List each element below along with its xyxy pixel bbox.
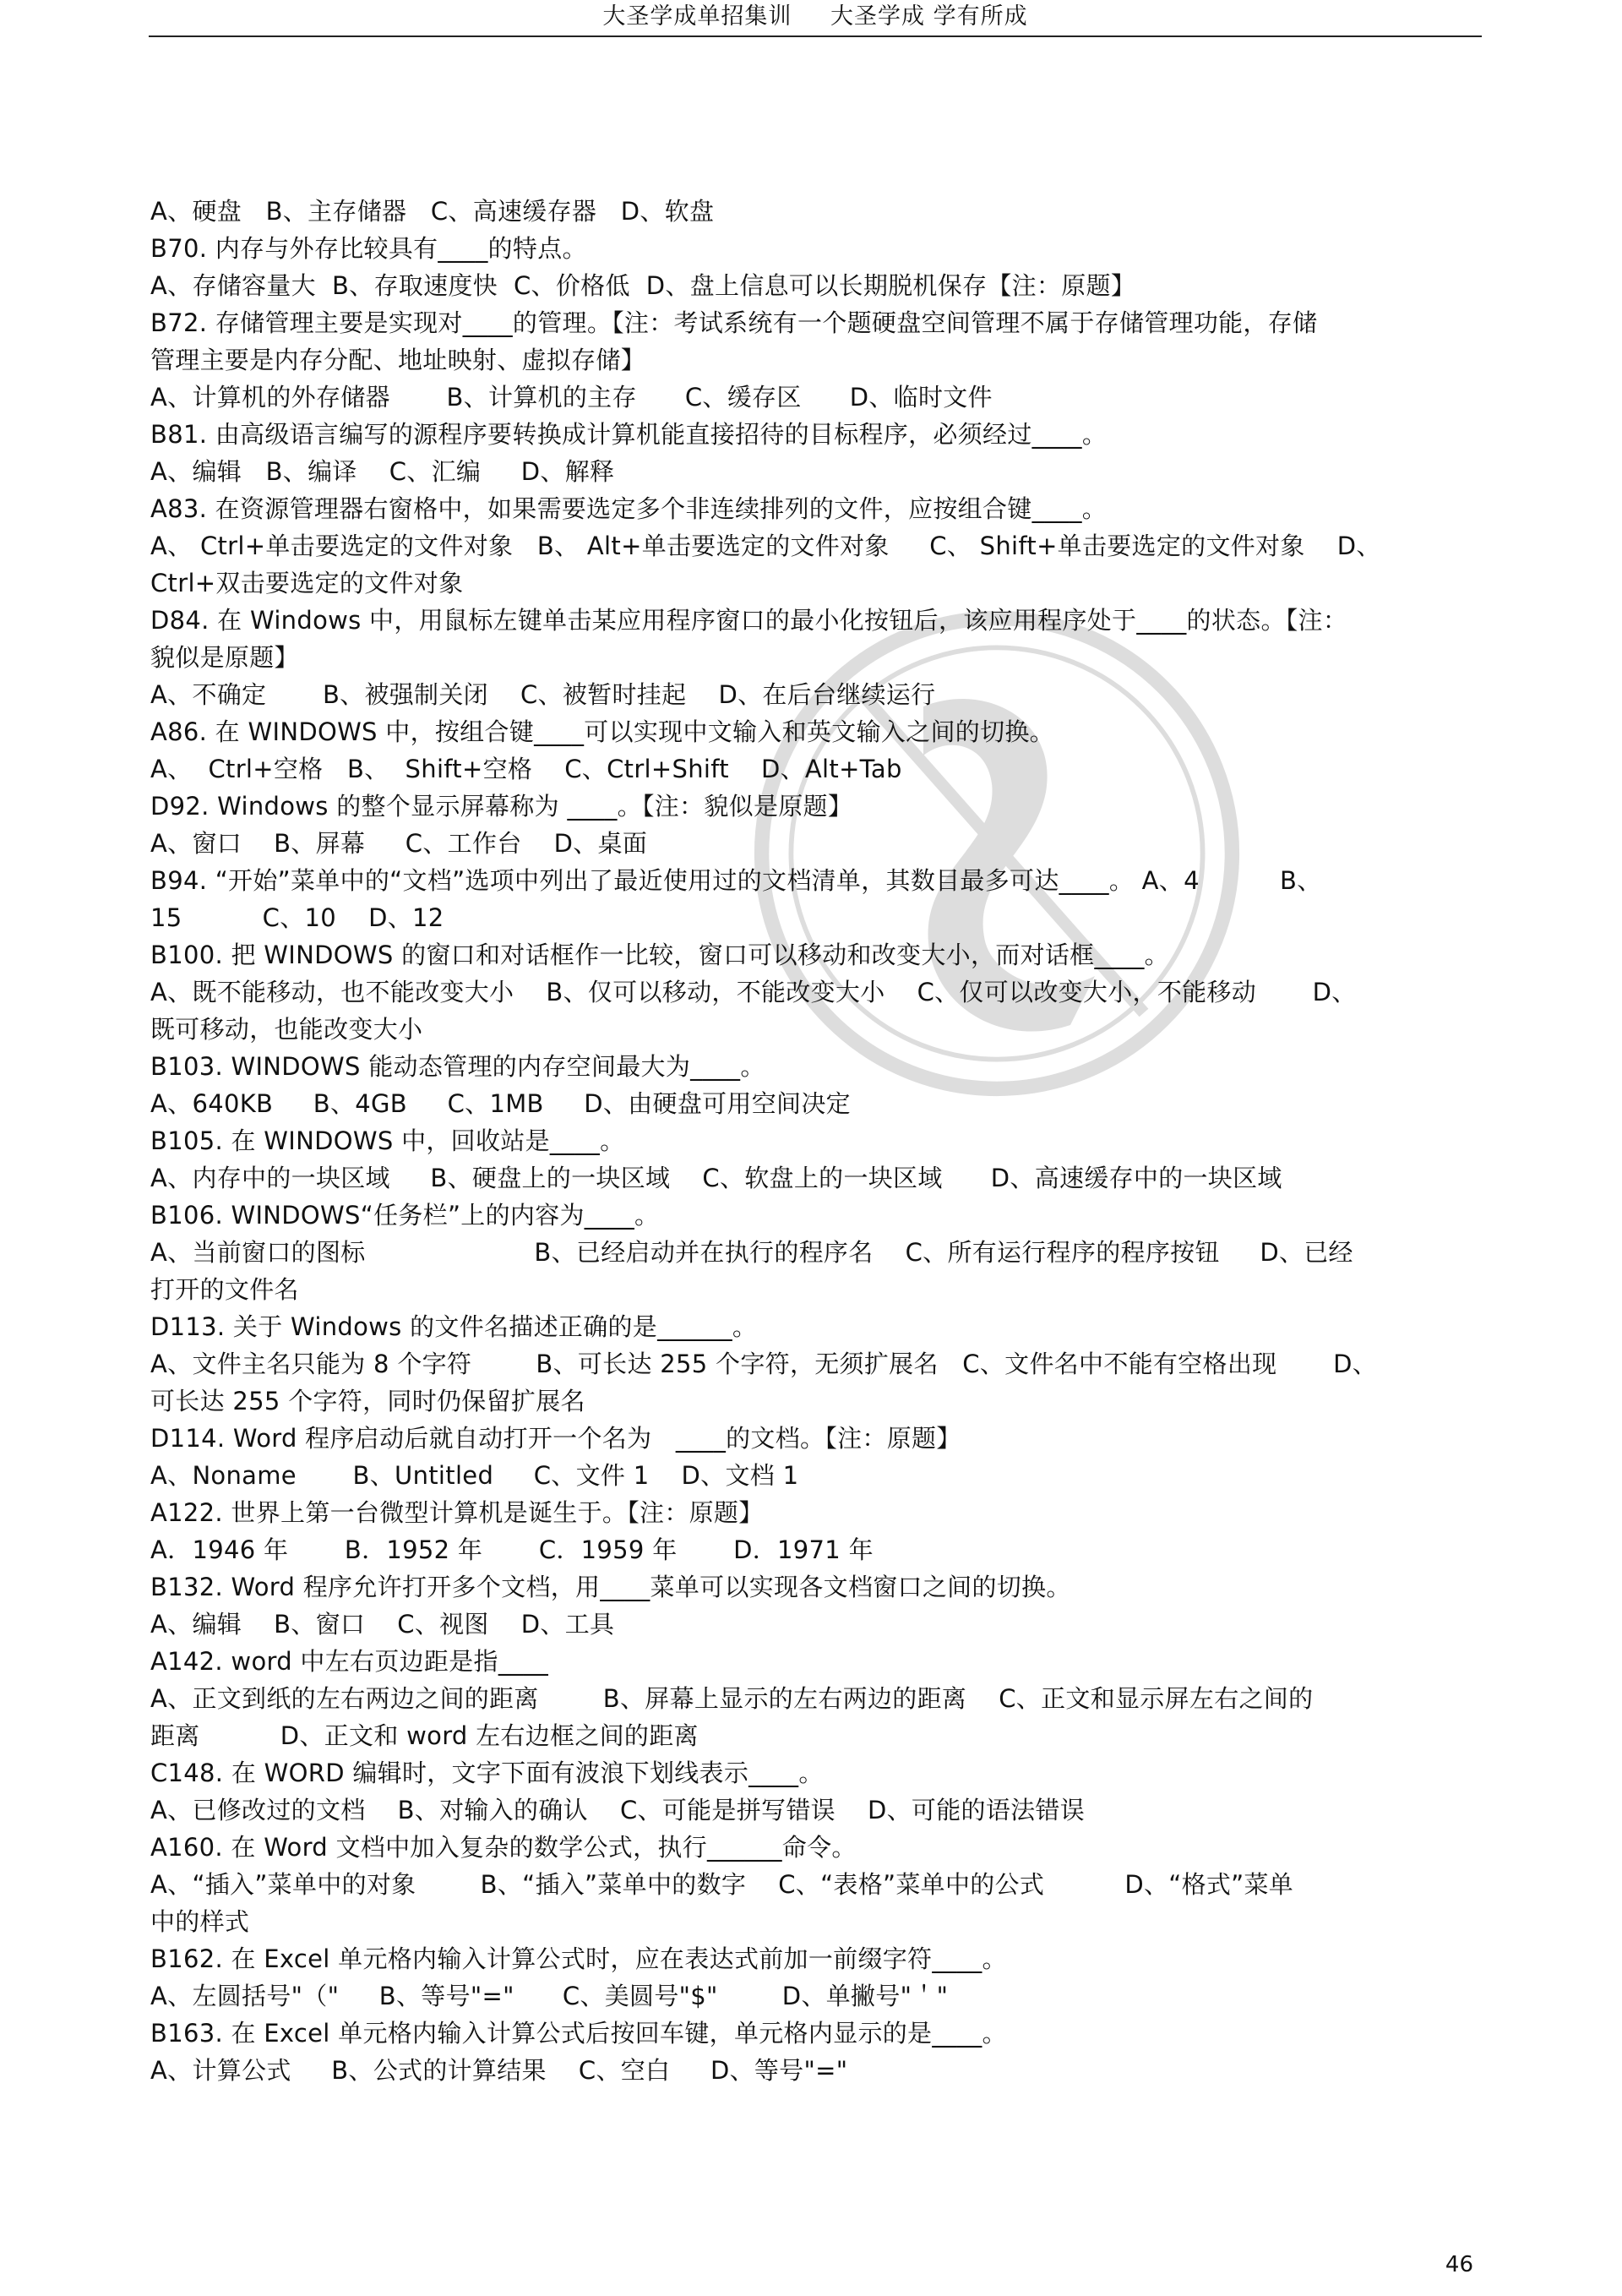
text-line: A、不确定 B、被强制关闭 C、被暂时挂起 D、在后台继续运行 — [150, 680, 936, 709]
text-line: A、Noname B、Untitled C、文件 1 D、文档 1 — [150, 1461, 799, 1490]
header-left-text: 大圣学成单招集训 — [602, 3, 792, 30]
text-line: 中的样式 — [150, 1907, 250, 1936]
text-line: A83. 在资源管理器右窗格中，如果需要选定多个非连续排列的文件，应按组合键____。 — [150, 494, 1108, 523]
page-number: 46 — [1445, 2252, 1473, 2277]
text-line: B163. 在 Excel 单元格内输入计算公式后按回车键，单元格内显示的是____。 — [150, 2019, 1007, 2048]
text-line: A、左圆括号"（" B、等号"=" C、美圆号"$" D、单撇号"＇" — [150, 1982, 949, 2010]
text-line: 距离 D、正文和 word 左右边框之间的距离 — [150, 1721, 699, 1750]
text-line: B162. 在 Excel 单元格内输入计算公式时，应在表达式前加一前缀字符____。 — [150, 1944, 1007, 1973]
text-line: A、已修改过的文档 B、对输入的确认 C、可能是拼写错误 D、可能的语法错误 — [150, 1796, 1086, 1824]
text-line: A、计算公式 B、公式的计算结果 C、空白 D、等号"=" — [150, 2056, 848, 2085]
text-line: A、编辑 B、编译 C、汇编 D、解释 — [150, 457, 615, 486]
text-line: A．1946 年 B．1952 年 C．1959 年 D．1971 年 — [150, 1535, 874, 1564]
text-line: A86. 在 WINDOWS 中，按组合键____可以实现中文输入和英文输入之间的切换。 — [150, 717, 1054, 746]
text-line: A、 Ctrl+空格 B、 Shift+空格 C、Ctrl+Shift D、Alt+Tab — [150, 755, 902, 783]
text-line: A160. 在 Word 文档中加入复杂的数学公式，执行______命令。 — [150, 1833, 857, 1862]
text-line: A、640KB B、4GB C、1MB D、由硬盘可用空间决定 — [150, 1089, 851, 1118]
text-line: B72. 存储管理主要是实现对____的管理。【注：考试系统有一个题硬盘空间管理不属于存储管理功能，存储 — [150, 308, 1318, 337]
text-line: D114. Word 程序启动后就自动打开一个名为 ____的文档。【注：原题】 — [150, 1424, 961, 1453]
text-line: A、文件主名只能为 8 个字符 B、可长达 255 个字符，无须扩展名 C、文件名中不能有空格出现 D、 — [150, 1350, 1378, 1378]
text-line: 管理主要是内存分配、地址映射、虚拟存储】 — [150, 346, 646, 374]
text-line: D92. Windows 的整个显示屏幕称为 ____。【注：貌似是原题】 — [150, 792, 853, 821]
text-line: A142. word 中左右页边距是指____ — [150, 1647, 549, 1676]
text-line: B81. 由高级语言编写的源程序要转换成计算机能直接招待的目标程序，必须经过____。 — [150, 420, 1108, 449]
text-line: C148. 在 WORD 编辑时，文字下面有波浪下划线表示____。 — [150, 1759, 824, 1787]
text-line: A、存储容量大 B、存取速度快 C、价格低 D、盘上信息可以长期脱机保存【注：原题】 — [150, 271, 1136, 300]
text-line: A122. 世界上第一台微型计算机是诞生于。【注：原题】 — [150, 1498, 764, 1527]
text-line: B94. “开始”菜单中的“文档”选项中列出了最近使用过的文档清单，其数目最多可达____。 A、4 B、 — [150, 866, 1322, 895]
text-line: A、编辑 B、窗口 C、视图 D、工具 — [150, 1610, 615, 1639]
page-header — [149, 0, 1482, 37]
text-line: A、既不能移动，也不能改变大小 B、仅可以移动，不能改变大小 C、仅可以改变大小，不能移动 D、 — [150, 978, 1357, 1006]
text-line: 可长达 255 个字符，同时仍保留扩展名 — [150, 1387, 585, 1415]
header-right-text: 大圣学成 学有所成 — [830, 3, 1028, 30]
text-line: B70. 内存与外存比较具有____的特点。 — [150, 234, 587, 263]
question-list — [150, 193, 1477, 2089]
text-line: D113. 关于 Windows 的文件名描述正确的是______。 — [150, 1312, 758, 1341]
text-line: A、窗口 B、屏幕 C、工作台 D、桌面 — [150, 829, 648, 858]
text-line: B132. Word 程序允许打开多个文档，用____菜单可以实现各文档窗口之间的切换。 — [150, 1573, 1071, 1601]
text-line: 既可移动，也能改变大小 — [150, 1015, 423, 1044]
text-line: A、当前窗口的图标 B、已经启动并在执行的程序名 C、所有运行程序的程序按钮 D、已经 — [150, 1238, 1353, 1267]
text-line: A、内存中的一块区域 B、硬盘上的一块区域 C、软盘上的一块区域 D、高速缓存中的一块区域 — [150, 1164, 1282, 1192]
text-line: B103. WINDOWS 能动态管理的内存空间最大为____。 — [150, 1052, 765, 1081]
text-line: A、“插入”菜单中的对象 B、“插入”菜单中的数字 C、“表格”菜单中的公式 D、“格式”菜单 — [150, 1870, 1294, 1899]
text-line: D84. 在 Windows 中，用鼠标左键单击某应用程序窗口的最小化按钮后，该应用程序处于____的状态。【注： — [150, 606, 1348, 635]
text-line: A、 Ctrl+单击要选定的文件对象 B、 Alt+单击要选定的文件对象 C、 Shift+单击要选定的文件对象 D、 — [150, 532, 1381, 560]
text-line: B105. 在 WINDOWS 中，回收站是____。 — [150, 1126, 625, 1155]
text-line: A、计算机的外存储器 B、计算机的主存 C、缓存区 D、临时文件 — [150, 383, 993, 412]
text-line: 打开的文件名 — [150, 1275, 299, 1304]
text-line: A、正文到纸的左右两边之间的距离 B、屏幕上显示的左右两边的距离 C、正文和显示屏左右之间的 — [150, 1684, 1314, 1713]
text-line: 貌似是原题】 — [150, 643, 299, 672]
text-line: 15 C、10 D、12 — [150, 903, 444, 932]
text-line: Ctrl+双击要选定的文件对象 — [150, 569, 464, 597]
text-line: B100. 把 WINDOWS 的窗口和对话框作一比较，窗口可以移动和改变大小，而对话框____。 — [150, 941, 1169, 969]
text-line: B106. WINDOWS“任务栏”上的内容为____。 — [150, 1201, 660, 1230]
text-line: A、硬盘 B、主存储器 C、高速缓存器 D、软盘 — [150, 197, 715, 226]
